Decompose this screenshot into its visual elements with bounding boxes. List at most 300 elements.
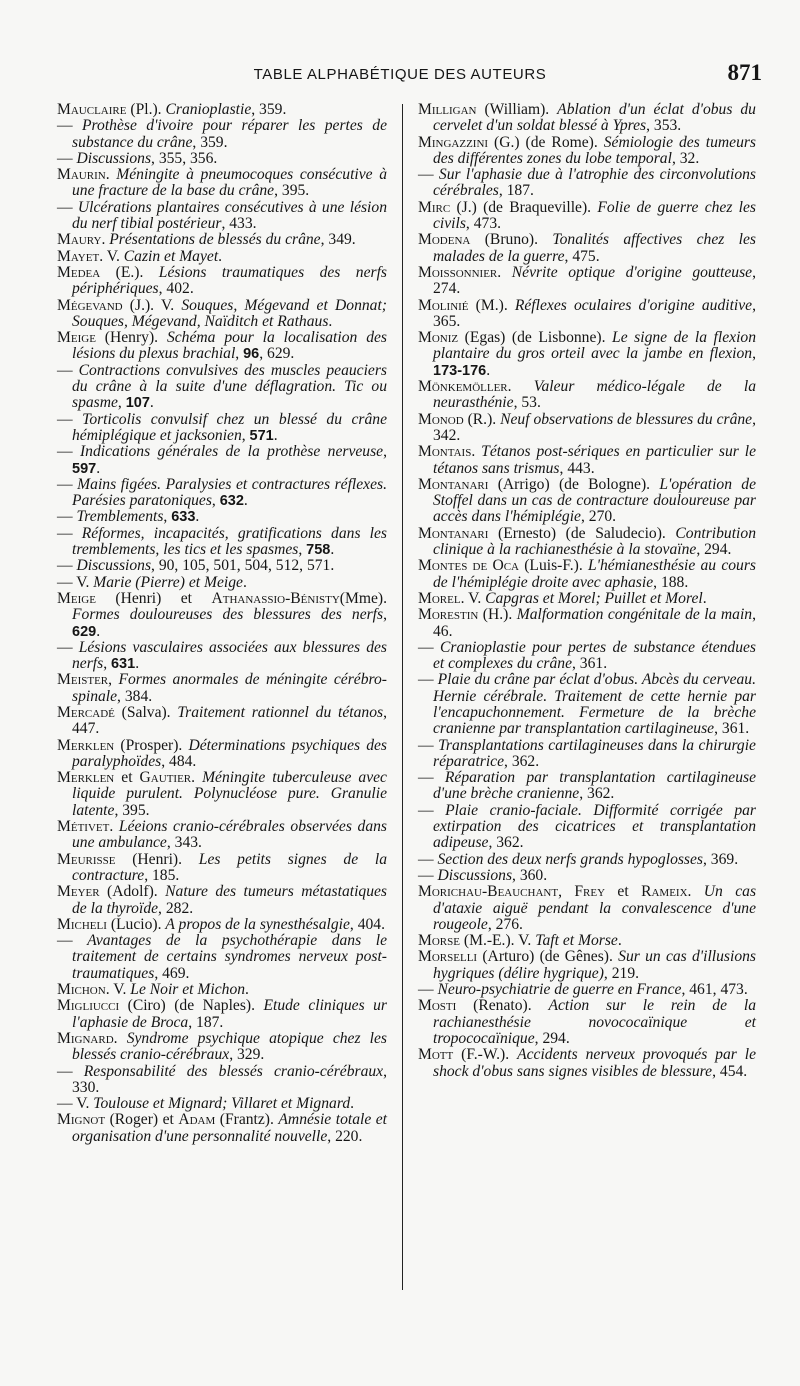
entry-text: . <box>328 312 333 330</box>
index-entry <box>57 509 387 525</box>
work-title: Sémiologie des tumeurs des différentes zones du lobe temporal <box>433 133 757 167</box>
work-title: Schéma pour la localisation des lésions du plexus brachial <box>72 329 387 363</box>
bold-page-ref: 629 <box>72 623 97 640</box>
work-title: Tremblements <box>76 508 164 526</box>
work-title: Tonalités affectives chez les malades de la guerre <box>433 231 756 265</box>
index-entry <box>57 118 387 151</box>
entry-text: (Salva). <box>114 703 178 721</box>
index-entry <box>57 298 387 331</box>
author-name: Micheli <box>57 915 107 933</box>
work-title: A propos de la synesthésalgie <box>165 915 350 933</box>
index-entry <box>418 933 756 949</box>
author-name: Mégevand <box>57 296 123 314</box>
work-title: Marie (Pierre) et Meige <box>93 573 243 591</box>
index-entry <box>418 738 756 771</box>
author-name: Meurisse <box>57 850 116 868</box>
index-entry <box>57 705 387 738</box>
entry-text: , 395. <box>114 801 150 819</box>
entry-text: . V. <box>460 589 486 607</box>
entry-text: et <box>605 883 642 901</box>
author-name: Moniz <box>418 329 459 347</box>
entry-text: — V. <box>57 1095 94 1113</box>
author-name: Migliucci <box>57 997 120 1015</box>
entry-text: (Mme). <box>339 589 387 607</box>
entry-text: — <box>418 671 438 689</box>
bold-page-ref: 758 <box>306 542 331 559</box>
entry-text: . <box>243 492 248 510</box>
author-name: Montais <box>418 443 472 461</box>
work-title: Valeur médico-légale de la neurasthénie <box>433 378 756 412</box>
entry-text: (H.). <box>478 606 517 624</box>
index-entry <box>57 1064 387 1097</box>
entry-text: (Bruno). <box>470 231 553 249</box>
entry-text: — <box>57 443 80 461</box>
entry-text: . <box>507 378 534 396</box>
entry-text: (Henri). <box>115 850 199 868</box>
index-entry <box>57 526 387 559</box>
entry-text: — <box>57 410 83 428</box>
entry-text: . <box>350 1095 355 1113</box>
work-title: Etude cliniques ur l'aphasie de Broca <box>72 997 387 1031</box>
work-title: Sur l'aphasie due à l'atrophie des circonvolutions cérébrales <box>433 166 756 200</box>
entry-text: , 276. <box>487 915 523 933</box>
author-name: Medea <box>57 263 101 281</box>
author-name: Montanari <box>418 475 489 493</box>
entry-text: , 447. <box>72 703 387 738</box>
author-name: Moissonnier <box>418 263 498 281</box>
work-title: Le signe de la flexion plantaire du gros orteil avec la jambe en flexion <box>433 329 756 363</box>
entry-text: , 362. <box>488 834 524 852</box>
work-title: Prothèse d'ivoire pour réparer les pertes de substance du crâne <box>72 117 387 151</box>
author-name: Morse <box>418 932 460 950</box>
author-name: Molinié <box>418 296 469 314</box>
entry-text: — <box>418 801 446 819</box>
entry-text: , 349. <box>320 231 356 249</box>
entry-text: , 53. <box>513 394 541 412</box>
entry-text: , 90, 105, 501, 504, 512, 571. <box>151 557 335 575</box>
bold-page-ref: 631 <box>110 656 136 673</box>
work-title: Amnésie totale et organisation d'une personnalité nouvelle <box>72 1111 387 1145</box>
entry-text: , 343. <box>166 834 202 852</box>
index-entry <box>418 102 756 135</box>
entry-text: , 461, 473. <box>681 981 748 999</box>
index-entry <box>418 477 756 526</box>
entry-text: , 355, 356. <box>151 149 218 167</box>
work-title: Ablation d'un éclat d'obus du cervelet d'un soldat blessé à Ypres <box>433 101 756 135</box>
entry-text: , 185. <box>144 866 180 884</box>
entry-text: . <box>191 769 203 787</box>
entry-text: . <box>96 622 101 640</box>
entry-text: (E.). <box>100 263 159 281</box>
entry-text: . <box>195 508 200 526</box>
work-title: Indications générales de la prothèse nerveuse <box>79 443 384 461</box>
entry-text: . <box>109 818 119 836</box>
index-entry <box>418 640 756 673</box>
index-entry <box>57 200 387 233</box>
index-entry <box>418 412 756 445</box>
entry-text: , 282. <box>158 899 194 917</box>
work-title: Sur un cas d'illusions hygriques (délire hygrique) <box>433 948 756 982</box>
entry-text: , 404. <box>349 915 385 933</box>
entry-text: , <box>117 394 126 412</box>
author-name: Maurin <box>57 166 106 184</box>
entry-text: , 361. <box>572 655 608 673</box>
entry-text: , 360. <box>512 866 548 884</box>
entry-text: — <box>418 736 439 754</box>
page-number: 871 <box>727 60 762 85</box>
index-entry <box>57 982 387 998</box>
author-name: Merklen <box>57 769 115 787</box>
author-name: Métivet <box>57 818 110 836</box>
index-entry <box>57 558 387 574</box>
author-name: Adam <box>178 1111 216 1129</box>
entry-text: (Adolf). <box>99 883 166 901</box>
entry-text: . <box>687 883 704 901</box>
work-title: Transplantations cartilagineuses dans la chirurgie réparatrice <box>433 736 756 770</box>
index-entry <box>57 232 387 248</box>
index-entry <box>57 591 387 640</box>
entry-text: . <box>101 231 110 249</box>
entry-text: , <box>108 671 119 689</box>
author-name: Athanassio-Bénisty <box>211 589 340 607</box>
entry-text: — <box>57 524 82 542</box>
author-name: Morichau-Beauchant <box>418 883 559 901</box>
entry-text: — <box>418 769 445 787</box>
entry-text: , <box>298 541 307 559</box>
index-entry <box>57 819 387 852</box>
entry-text: (Pl.). <box>126 101 166 118</box>
entry-text: , 353. <box>646 117 682 135</box>
work-title: Cazin et Mayet <box>123 247 219 265</box>
entry-text: — <box>57 508 77 526</box>
work-title: L'hémianesthésie au cours de l'hémiplégie droite avec aphasie <box>433 557 756 591</box>
index-entry <box>57 1112 387 1145</box>
index-entry <box>57 738 387 771</box>
index-column-right <box>418 102 756 1080</box>
index-entry <box>418 526 756 559</box>
entry-text: — <box>57 557 77 575</box>
entry-text: et <box>114 769 140 787</box>
author-name: Monod <box>418 410 464 428</box>
entry-text: , 402. <box>158 280 194 298</box>
index-entry <box>418 852 756 868</box>
entry-text: , <box>752 345 756 363</box>
work-title: Déterminations psychiques des paralyphoïdes <box>72 736 387 770</box>
author-name: Merklen <box>57 736 115 754</box>
running-header <box>0 62 800 92</box>
entry-text: , 274. <box>433 263 757 298</box>
index-entry <box>418 558 756 591</box>
entry-text: (Ernesto) (de Saludecio). <box>488 524 676 542</box>
bold-page-ref: 571 <box>249 427 274 444</box>
entry-text: . <box>486 361 491 379</box>
entry-text: . <box>96 459 101 477</box>
entry-text: , 187. <box>498 182 534 200</box>
index-entry <box>418 265 756 298</box>
bold-page-ref: 632 <box>219 493 244 510</box>
entry-text: . <box>497 263 512 281</box>
work-title: Accidents nerveux provoqués par le shock d'obus sans signes visibles de blessure <box>433 1046 757 1080</box>
entry-text: , 219. <box>603 964 640 982</box>
entry-text: . <box>242 573 247 591</box>
entry-text: — <box>57 361 79 379</box>
index-entry <box>418 298 756 331</box>
index-entry <box>57 1031 387 1064</box>
entry-text: . <box>273 426 278 444</box>
entry-text: , 443. <box>559 459 595 477</box>
index-entry <box>418 998 756 1047</box>
author-name: Mosti <box>418 997 457 1015</box>
work-title: Plaie cranio-faciale. Difformité corrigée par extirpation des cicatrices et transplantation adipeuse <box>433 801 756 852</box>
index-column-left <box>57 102 387 1145</box>
index-entry <box>57 167 387 200</box>
index-entry <box>418 982 756 998</box>
entry-text: , 294. <box>534 1029 570 1047</box>
index-entry <box>57 575 387 591</box>
work-title: Toulouse et Mignard; Villaret et Mignard <box>93 1095 351 1113</box>
entry-text: (Ciro) (de Naples). <box>119 997 264 1015</box>
author-name: Morel <box>418 589 461 607</box>
entry-text: (G.) (de Rome). <box>488 133 604 151</box>
entry-text: . <box>149 394 154 412</box>
entry-text: , <box>558 883 575 901</box>
author-name: Maury <box>57 231 102 249</box>
work-title: Lésions traumatiques des nerfs périphériques <box>72 263 387 298</box>
author-name: Morselli <box>418 948 478 966</box>
index-entry <box>57 917 387 933</box>
entry-text: (William). <box>476 101 558 118</box>
page-title: TABLE ALPHABÉTIQUE DES AUTEURS <box>253 66 547 83</box>
entry-text: (R.). <box>463 410 501 428</box>
work-title: Capgras et Morel; Puillet et Morel <box>485 589 703 607</box>
author-name: Mayet <box>57 247 100 265</box>
entry-text: — <box>57 117 83 135</box>
work-title: Réflexes oculaires d'origine auditive <box>514 296 753 314</box>
work-title: Un cas d'ataxie aiguë pendant la convalescence d'une rougeole <box>433 883 757 933</box>
entry-text: — <box>57 638 79 656</box>
entry-text: (F.-W.). <box>453 1046 518 1064</box>
index-entry <box>418 607 756 640</box>
work-title: Réparation par transplantation cartilagineuse d'une brèche cranienne <box>433 769 756 803</box>
entry-text: . <box>330 541 335 559</box>
work-title: Action sur le rein de la rachianesthésie novococaïnique et tropococaïnique <box>433 997 756 1047</box>
entry-text: (Roger) et <box>105 1111 179 1129</box>
author-name: Mönkemöller <box>418 378 508 396</box>
work-title: Neuf observations de blessures du crâne <box>500 410 753 428</box>
index-entry <box>57 102 387 118</box>
author-name: Mirc <box>418 198 451 216</box>
entry-text: , 473. <box>465 215 502 233</box>
entry-text: , 270. <box>580 508 617 526</box>
work-title: Léeions cranio-cérébrales observées dans une ambulance <box>72 818 388 852</box>
author-name: Meyer <box>57 883 100 901</box>
work-title: Responsabilité des blessés cranio-cérébraux <box>83 1062 384 1080</box>
work-title: Contribution clinique à la rachianesthésie à la stovaïne <box>433 524 756 559</box>
entry-text: . <box>218 247 223 265</box>
entry-text: , 359. <box>251 101 287 118</box>
index-entry <box>418 770 756 803</box>
work-title: Formes douloureuses des blessures des nerfs <box>72 606 384 624</box>
work-title: Souques, Mégevand et Donnat; Souques, Mégevand, Naïditch et Rathaus <box>72 296 387 330</box>
entry-text: , <box>241 426 250 444</box>
entry-text: — <box>418 866 438 884</box>
index-entry <box>57 640 387 673</box>
author-name: Meige <box>57 329 96 347</box>
index-entry <box>57 249 387 265</box>
entry-text: — <box>57 198 78 216</box>
work-title: Folie de guerre chez les civils <box>433 198 756 233</box>
author-name: Mauclaire <box>57 101 127 118</box>
entry-text: . <box>617 932 622 950</box>
entry-text: , 362. <box>504 752 540 770</box>
index-entry <box>57 933 387 982</box>
work-title: Neuro-psychiatrie de guerre en France <box>437 981 682 999</box>
entry-text: , 454. <box>712 1062 748 1080</box>
work-title: Cranioplastie <box>165 101 252 118</box>
work-title: Contractions convulsives des muscles peauciers du crâne à la suite d'une déflagration. Tic ou spasme <box>72 361 387 412</box>
entry-text: (Prosper). <box>114 736 189 754</box>
entry-text: , 330. <box>72 1062 387 1096</box>
index-entry <box>57 477 387 510</box>
bold-page-ref: 597 <box>72 460 97 477</box>
entry-text: (Luis-F.). <box>519 557 588 575</box>
entry-text: — <box>418 981 438 999</box>
entry-text: , 32. <box>671 149 700 167</box>
index-entry <box>57 330 387 363</box>
entry-text: , 469. <box>154 964 190 982</box>
work-title: L'opération de Stoffel dans un cas de contracture douloureuse par accès dans l'hémiplégie <box>433 475 757 526</box>
index-entry <box>418 591 756 607</box>
entry-text: . V. <box>99 247 124 265</box>
index-entry <box>418 167 756 200</box>
entry-text: , 484. <box>161 752 197 770</box>
entry-text: — <box>418 166 439 184</box>
entry-text: — <box>57 1062 84 1080</box>
index-entry <box>418 672 756 737</box>
entry-text: , 433. <box>221 215 257 233</box>
work-title: Discussions <box>437 866 513 884</box>
index-entry <box>57 363 387 412</box>
entry-text: (Arrigo) (de Bologne). <box>488 475 660 493</box>
work-title: Nature des tumeurs métastatiques de la thyroïde <box>72 883 387 917</box>
entry-text: , 46. <box>433 606 756 640</box>
entry-text: (Arturo) (de Gênes). <box>477 948 619 966</box>
work-title: Malformation congénitale de la main <box>516 606 753 624</box>
index-entry <box>57 412 387 445</box>
index-entry <box>57 852 387 885</box>
entry-text: , <box>383 606 387 624</box>
entry-text: , 342. <box>433 410 756 444</box>
entry-text: , <box>383 443 387 461</box>
entry-text: , 369. <box>703 850 739 868</box>
work-title: Tétanos post-sériques en particulier sur le tétanos sans trismus <box>433 443 756 477</box>
author-name: Mingazzini <box>418 133 489 151</box>
entry-text: (Henri) et <box>95 589 212 607</box>
index-entry <box>57 1096 387 1112</box>
work-title: Cranioplastie pour pertes de substance étendues et complexes du crâne <box>433 638 756 673</box>
entry-text: (Egas) (de Lisbonne). <box>458 329 613 347</box>
author-name: Montes de Oca <box>418 557 519 575</box>
entry-text: (M.-E.). V. <box>459 932 536 950</box>
entry-text: , <box>235 345 244 363</box>
work-title: Mains figées. Paralysies et contractures réflexes. Parésies paratoniques <box>72 475 387 510</box>
index-entry <box>418 444 756 477</box>
entry-text: — <box>57 475 78 493</box>
work-title: Lésions vasculaires associées aux blessures des nerfs <box>72 638 387 673</box>
index-entry <box>418 1047 756 1080</box>
index-entry <box>418 803 756 852</box>
work-title: Réformes, incapacités, gratifications dans les tremblements, les tics et les spasmes <box>72 524 388 559</box>
index-entry <box>418 949 756 982</box>
index-entry <box>57 265 387 298</box>
entry-text: , 384. <box>117 687 153 705</box>
index-entry <box>418 200 756 233</box>
index-entry <box>418 232 756 265</box>
work-title: Formes anormales de méningite cérébro-spinale <box>72 671 387 705</box>
work-title: Névrite optique d'origine goutteuse <box>511 263 753 281</box>
author-name: Milligan <box>418 101 477 118</box>
bold-page-ref: 107 <box>125 395 150 412</box>
entry-text: . <box>105 166 117 184</box>
entry-text: — <box>418 638 440 656</box>
bold-page-ref: 173-176 <box>433 362 487 379</box>
entry-text: . <box>113 1029 127 1047</box>
entry-text: , 395. <box>274 182 310 200</box>
entry-text: , 294. <box>696 541 732 559</box>
index-entry <box>57 151 387 167</box>
entry-text: (M.). <box>468 296 515 314</box>
work-title: Plaie du crâne par éclat d'obus. Abcès du cerveau. Hernie cérébrale. Traitement de cette hernie par l'encapuchonnement. Fermeture de la brèche cranienne par transplantation cartilagineuse <box>433 671 756 738</box>
work-title: Méningite à pneumocoques consécutive à une fracture de la base du crâne <box>72 166 388 200</box>
author-name: Mignard <box>57 1029 114 1047</box>
author-name: Mott <box>418 1046 454 1064</box>
work-title: Traitement rationnel du tétanos <box>177 703 384 721</box>
author-name: Rameix <box>641 883 688 901</box>
entry-text: (J.) (de Braqueville). <box>450 198 598 216</box>
entry-text: . <box>702 589 707 607</box>
entry-text: . V. <box>105 981 131 999</box>
work-title: Torticolis convulsif chez un blessé du crâne hémiplégique et jacksonien <box>72 410 387 444</box>
index-entry <box>418 135 756 168</box>
entry-text: . <box>135 655 140 673</box>
work-title: Discussions <box>76 149 152 167</box>
entry-text: , 362. <box>579 785 615 803</box>
work-title: Syndrome psychique atopique chez les blessés cranio-cérébraux <box>72 1029 388 1064</box>
index-entry <box>418 379 756 412</box>
author-name: Mignot <box>57 1111 106 1129</box>
index-entry <box>418 884 756 933</box>
bold-page-ref: 633 <box>171 509 196 526</box>
entry-text: . <box>471 443 482 461</box>
entry-text: . <box>245 981 249 999</box>
work-title: Discussions <box>76 557 152 575</box>
index-entry <box>57 998 387 1031</box>
entry-text: (Frantz). <box>215 1111 279 1129</box>
author-name: Frey <box>574 883 606 901</box>
entry-text: (J.). V. <box>122 296 182 314</box>
entry-text: , 329. <box>229 1046 265 1064</box>
index-entry <box>57 672 387 705</box>
entry-text: — <box>57 932 88 950</box>
work-title: Les petits signes de la contracture <box>72 850 388 884</box>
index-entry <box>57 884 387 917</box>
entry-text: — V. <box>57 573 94 591</box>
entry-text: , 188. <box>653 573 689 591</box>
work-title: Méningite tuberculeuse avec liquide purulent. Polynucléose pure. Granulie latente <box>72 769 387 819</box>
entry-text: , 359. <box>192 133 228 151</box>
entry-text: , 475. <box>564 247 600 265</box>
index-entry <box>418 330 756 379</box>
